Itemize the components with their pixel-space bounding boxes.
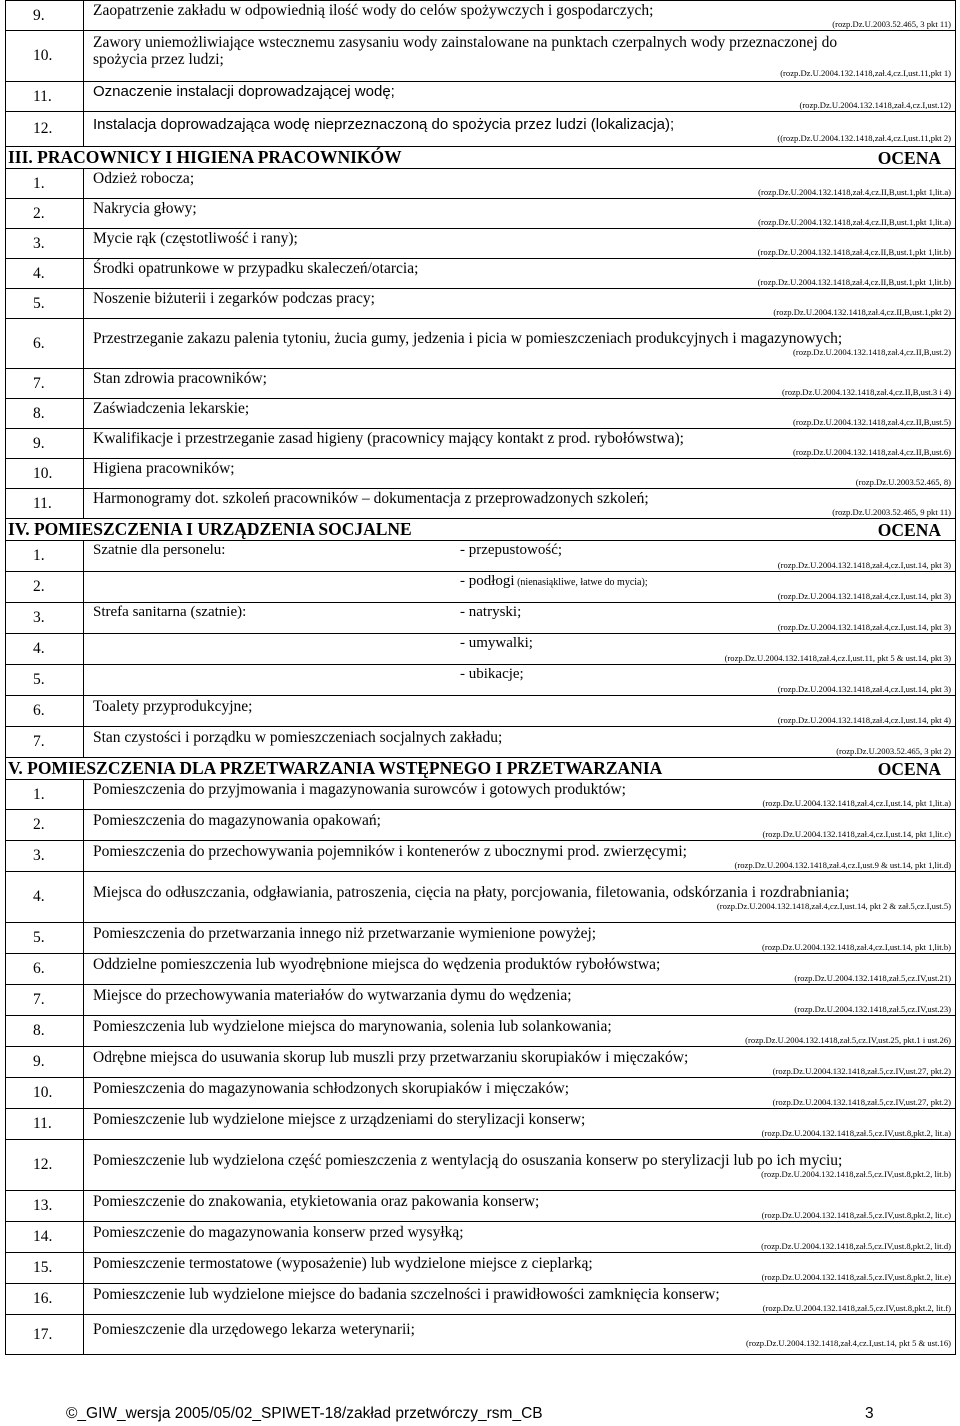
item-cell (84, 541, 956, 572)
item-cell (84, 841, 956, 872)
table-row (6, 665, 956, 696)
item-number: 8. (6, 399, 84, 429)
legal-reference: (rozp.Dz.U.2004.132.1418,zał.4,cz.I,ust.11,pkt 1) (780, 68, 951, 78)
item-number: 7. (6, 985, 84, 1016)
section-title: III. PRACOWNICY I HIGIENA PRACOWNIKÓW (8, 147, 402, 167)
facility-item (460, 541, 955, 560)
item-cell (84, 289, 956, 319)
item-text: Środki opatrunkowe w przypadku skaleczeń/otarcia; (93, 260, 419, 277)
item-number: 17. (6, 1315, 84, 1355)
facility-item-text: - ubikacje; (460, 666, 524, 682)
facility-label (84, 634, 460, 664)
checklist-table (5, 0, 956, 1355)
item-text: Zaopatrzenie zakładu w odpowiednią ilość wody do celów spożywczych i gospodarczych; (93, 2, 654, 19)
item-number: 5. (6, 923, 84, 954)
legal-reference: (rozp.Dz.U.2003.52.465, 3 pkt 2) (836, 745, 951, 756)
item-cell (84, 1253, 956, 1284)
item-cell (84, 229, 956, 259)
table-row (6, 1078, 956, 1109)
facility-item-text: - przepustowość; (460, 542, 563, 558)
legal-reference: (rozp.Dz.U.2004.132.1418,zał.4,cz.I,ust.14, pkt 3) (777, 684, 951, 694)
item-text: Stan zdrowia pracowników; (93, 370, 267, 387)
table-row (6, 429, 956, 459)
item-number: 7. (6, 369, 84, 399)
section-header-pracownicy (6, 147, 956, 169)
item-cell (84, 954, 956, 985)
item-number: 6. (6, 319, 84, 369)
legal-reference: (rozp.Dz.U.2004.132.1418,zał.4,cz.II,B,ust.3 i 4) (782, 387, 951, 397)
item-number: 1. (6, 541, 84, 572)
item-number: 3. (6, 603, 84, 634)
item-text: Kwalifikacje i przestrzeganie zasad higieny (pracownicy mający kontakt z prod. rybołówstwa); (93, 430, 684, 447)
item-text: Przestrzeganie zakazu palenia tytoniu, żucia gumy, jedzenia i picia w pomieszczeniach produkcyjnych i magazynowych; (93, 330, 843, 347)
item-text: Instalacja doprowadzająca wodę nieprzeznaczoną do spożycia przez ludzi (lokalizacja); (93, 115, 675, 133)
facility-label: Szatnie dla personelu: (93, 542, 226, 558)
legal-reference: (rozp.Dz.U.2004.132.1418,zał.4,cz.II,B,ust.2) (793, 347, 951, 357)
item-number: 4. (6, 872, 84, 923)
item-cell (84, 459, 956, 489)
item-text: Stan czystości i porządku w pomieszczeniach socjalnych zakładu; (93, 728, 503, 746)
legal-reference: (rozp.Dz.U.2004.132.1418,zał.4,cz.I,ust.14, pkt 5 & ust.16) (745, 1338, 951, 1348)
item-text: Pomieszczenia do magazynowania schłodzonych skorupiaków i mięczaków; (93, 1079, 570, 1097)
table-row (6, 229, 956, 259)
item-number: 3. (6, 841, 84, 872)
table-row (6, 572, 956, 603)
facility-item-text: - umywalki; (460, 635, 533, 651)
item-number: 1. (6, 169, 84, 199)
facility-item (460, 665, 955, 684)
item-number: 2. (6, 810, 84, 841)
item-text: Toalety przyprodukcyjne; (93, 697, 253, 715)
item-text: Pomieszczenie lub wydzielone miejsce z urządzeniami do sterylizacji konserw; (93, 1110, 586, 1128)
item-text: Pomieszczenia do magazynowania opakowań; (93, 811, 381, 829)
legal-reference: (rozp.Dz.U.2004.132.1418,zał.4,cz.I,ust.14, pkt 3) (777, 560, 951, 570)
legal-reference: (rozp.Dz.U.2004.132.1418,zał.5,cz.IV,ust.27, pkt.2) (772, 1096, 951, 1107)
legal-reference: (rozp.Dz.U.2004.132.1418,zał.4,cz.I,ust.14, pkt 3) (777, 622, 951, 632)
legal-reference: (rozp.Dz.U.2004.132.1418,zał.4,cz.I,ust.14, pkt 1,lit.c) (762, 828, 951, 839)
item-number: 11. (6, 489, 84, 519)
item-number: 9. (6, 429, 84, 459)
table-row (6, 696, 956, 727)
item-number: 7. (6, 727, 84, 758)
item-cell (84, 369, 956, 399)
table-row (6, 1284, 956, 1315)
item-cell (84, 1284, 956, 1315)
item-text: Miejsce do przechowywania materiałów do wytwarzania dymu do wędzenia; (93, 986, 572, 1004)
table-row (6, 872, 956, 923)
table-row (6, 841, 956, 872)
item-number: 16. (6, 1284, 84, 1315)
facility-item (460, 572, 955, 591)
item-text: Harmonogramy dot. szkoleń pracowników – dokumentacja z przeprowadzonych szkoleń; (93, 490, 649, 507)
facility-label (84, 572, 460, 602)
ocena-label: OCENA (877, 520, 941, 540)
legal-reference: (rozp.Dz.U.2004.132.1418,zał.5,cz.IV,ust.8,pkt.2, lit.f) (762, 1302, 951, 1313)
item-number: 2. (6, 199, 84, 229)
item-cell (84, 319, 956, 369)
item-number: 11. (6, 1109, 84, 1140)
table-row (6, 369, 956, 399)
item-text: Pomieszczenie do znakowania, etykietowania oraz pakowania konserw; (93, 1192, 540, 1210)
table-row (6, 319, 956, 369)
item-text: Pomieszczenia do przyjmowania i magazynowania surowców i gotowych produktów; (93, 781, 626, 798)
item-cell (84, 489, 956, 519)
item-text: Oddzielne pomieszczenia lub wyodrębnione miejsca do wędzenia produktów rybołówstwa; (93, 955, 661, 973)
table-row (6, 289, 956, 319)
item-cell (84, 1, 956, 31)
item-cell (84, 112, 956, 147)
legal-reference: (rozp.Dz.U.2004.132.1418,zał.4,cz.I,ust.9 & ust.14, pkt 1,lit.d) (734, 859, 951, 870)
table-row (6, 603, 956, 634)
item-text: Nakrycia głowy; (93, 200, 197, 217)
legal-reference: (rozp.Dz.U.2004.132.1418,zał.5,cz.IV,ust.27, pkt.2) (772, 1065, 951, 1076)
legal-reference: (rozp.Dz.U.2003.52.465, 3 pkt 11) (832, 19, 951, 29)
facility-item (460, 603, 955, 622)
item-text: Pomieszczenie lub wydzielone miejsce do badania szczelności i prawidłowości zamknięcia konserw; (93, 1285, 720, 1303)
table-row (6, 954, 956, 985)
item-number: 10. (6, 459, 84, 489)
item-number: 5. (6, 665, 84, 696)
item-cell (84, 1222, 956, 1253)
item-text: Oznaczenie instalacji doprowadzającej wodę; (93, 83, 395, 100)
item-cell (84, 1191, 956, 1222)
legal-reference: (rozp.Dz.U.2004.132.1418,zał.4,cz.I,ust.14, pkt 2 & zał.5,cz.I,ust.5) (716, 900, 951, 911)
legal-reference: (rozp.Dz.U.2004.132.1418,zał.4,cz.I,ust.14, pkt 1,lit.b) (761, 941, 951, 952)
item-text: Pomieszczenie termostatowe (wyposażenie) lub wydzielone miejsce z cieplarką; (93, 1254, 593, 1272)
facility-item-text: - natryski; (460, 604, 522, 620)
item-cell (84, 923, 956, 954)
legal-reference: (rozp.Dz.U.2004.132.1418,zał.4,cz.I,ust.12) (799, 100, 951, 110)
item-cell (84, 1109, 956, 1140)
table-row (6, 1253, 956, 1284)
item-number: 12. (6, 112, 84, 147)
facility-item-text: - podłogi (460, 573, 515, 589)
document-page (5, 0, 956, 1355)
item-cell (84, 727, 956, 758)
table-row (6, 112, 956, 147)
item-cell (84, 780, 956, 810)
item-number: 3. (6, 229, 84, 259)
item-cell (84, 696, 956, 727)
item-number: 4. (6, 634, 84, 665)
item-number: 9. (6, 1, 84, 31)
table-row (6, 727, 956, 758)
table-row (6, 634, 956, 665)
legal-reference: (rozp.Dz.U.2004.132.1418,zał.5,cz.IV,ust.21) (794, 972, 951, 983)
table-row (6, 1, 956, 31)
table-row (6, 1109, 956, 1140)
legal-reference: ((rozp.Dz.U.2004.132.1418,zał.4,cz.I,ust.11,pkt 2) (777, 132, 951, 143)
footer-text: ©_GIW_wersja 2005/05/02_SPIWET-18/zakład przetwórczy_rsm_CB (66, 1405, 543, 1422)
facility-label: Strefa sanitarna (szatnie): (93, 604, 247, 620)
item-number: 10. (6, 31, 84, 82)
table-row (6, 810, 956, 841)
table-row (6, 1140, 956, 1191)
item-text: Pomieszczenie lub wydzielona część pomieszczenia z wentylacją do osuszania konserw po sterylizacji lub po ich myciu; (93, 1151, 843, 1169)
table-row (6, 780, 956, 810)
item-cell (84, 259, 956, 289)
item-text: Zawory uniemożliwiające wstecznemu zasysaniu wody zainstalowane na punktach czerpalnych wody przeznaczonej do spożycia przez ludzi; (93, 34, 838, 68)
legal-reference: (rozp.Dz.U.2004.132.1418,zał.4,cz.I,ust.14, pkt 1,lit.a) (762, 798, 951, 808)
item-text: Mycie rąk (częstotliwość i rany); (93, 230, 298, 247)
item-text: Pomieszczenia lub wydzielone miejsca do marynowania, solenia lub solankowania; (93, 1017, 612, 1035)
legal-reference: (rozp.Dz.U.2004.132.1418,zał.5,cz.IV,ust.8,pkt.2, lit.e) (761, 1271, 951, 1282)
table-row (6, 169, 956, 199)
legal-reference: (rozp.Dz.U.2004.132.1418,zał.5,cz.IV,ust.8,pkt.2, lit.d) (761, 1240, 951, 1251)
item-cell (84, 985, 956, 1016)
table-row (6, 1047, 956, 1078)
item-cell (84, 872, 956, 923)
legal-reference: (rozp.Dz.U.2004.132.1418,zał.4,cz.I,ust.11, pkt 5 & ust.14, pkt 3) (724, 653, 951, 663)
table-row (6, 199, 956, 229)
table-row (6, 923, 956, 954)
item-cell (84, 634, 956, 665)
item-cell (84, 1315, 956, 1355)
facility-label (84, 665, 460, 695)
item-cell (84, 1047, 956, 1078)
item-cell (84, 665, 956, 696)
table-row (6, 459, 956, 489)
item-number: 11. (6, 82, 84, 112)
legal-reference: (rozp.Dz.U.2004.132.1418,zał.4,cz.II,B,ust.1,pkt 2) (773, 307, 951, 317)
item-number: 2. (6, 572, 84, 603)
legal-reference: (rozp.Dz.U.2004.132.1418,zał.5,cz.IV,ust.23) (794, 1003, 951, 1014)
table-row (6, 31, 956, 82)
table-row (6, 1191, 956, 1222)
facility-item-note: (nienasiąkliwe, łatwe do mycia); (514, 577, 648, 588)
item-text: Pomieszczenie do magazynowania konserw przed wysyłką; (93, 1223, 464, 1241)
table-row (6, 489, 956, 519)
item-cell (84, 169, 956, 199)
item-cell (84, 1016, 956, 1047)
item-number: 6. (6, 954, 84, 985)
item-cell (84, 810, 956, 841)
item-text: Odrębne miejsca do usuwania skorup lub muszli przy przetwarzaniu skorupiaków i mięczaków; (93, 1048, 689, 1066)
legal-reference: (rozp.Dz.U.2004.132.1418,zał.4,cz.I,ust.14, pkt 3) (777, 591, 951, 601)
legal-reference: (rozp.Dz.U.2004.132.1418,zał.5,cz.IV,ust.8,pkt.2, lit.b) (761, 1168, 951, 1179)
item-text: Pomieszczenia do przetwarzania innego niż przetwarzanie wymienione powyżej; (93, 924, 597, 942)
section-title: IV. POMIESZCZENIA I URZĄDZENIA SOCJALNE (8, 519, 412, 539)
item-text: Odzież robocza; (93, 170, 195, 187)
table-row (6, 259, 956, 289)
table-row (6, 541, 956, 572)
page-number: 3 (865, 1405, 874, 1422)
legal-reference: (rozp.Dz.U.2004.132.1418,zał.4,cz.II,B,ust.1,pkt 1,lit.a) (758, 187, 951, 197)
legal-reference: (rozp.Dz.U.2003.52.465, 9 pkt 11) (832, 507, 951, 517)
legal-reference: (rozp.Dz.U.2004.132.1418,zał.5,cz.IV,ust.25, pkt.1 i ust.26) (745, 1034, 951, 1045)
legal-reference: (rozp.Dz.U.2004.132.1418,zał.4,cz.II,B,ust.1,pkt 1,lit.b) (757, 247, 951, 257)
item-cell (84, 603, 956, 634)
item-text: Noszenie biżuterii i zegarków podczas pracy; (93, 290, 375, 307)
item-text: Zaświadczenia lekarskie; (93, 400, 250, 417)
section-header-pomieszczenia-socjalne (6, 519, 956, 541)
ocena-label: OCENA (877, 759, 941, 779)
item-number: 14. (6, 1222, 84, 1253)
item-cell (84, 199, 956, 229)
legal-reference: (rozp.Dz.U.2004.132.1418,zał.4,cz.I,ust.14, pkt 4) (777, 714, 951, 725)
item-number: 10. (6, 1078, 84, 1109)
item-cell (84, 429, 956, 459)
table-row (6, 82, 956, 112)
section-header-przetwarzanie (6, 758, 956, 780)
item-number: 15. (6, 1253, 84, 1284)
legal-reference: (rozp.Dz.U.2004.132.1418,zał.5,cz.IV,ust.8,pkt.2, lit.a) (761, 1127, 951, 1138)
item-number: 8. (6, 1016, 84, 1047)
legal-reference: (rozp.Dz.U.2004.132.1418,zał.4,cz.II,B,ust.6) (793, 447, 951, 457)
item-number: 6. (6, 696, 84, 727)
item-cell (84, 31, 956, 82)
item-number: 9. (6, 1047, 84, 1078)
table-row (6, 985, 956, 1016)
item-cell (84, 1078, 956, 1109)
item-cell (84, 82, 956, 112)
item-number: 1. (6, 780, 84, 810)
item-cell (84, 399, 956, 429)
item-cell (84, 572, 956, 603)
table-row (6, 1222, 956, 1253)
legal-reference: (rozp.Dz.U.2003.52.465, 8) (855, 477, 951, 487)
legal-reference: (rozp.Dz.U.2004.132.1418,zał.4,cz.II,B,ust.5) (793, 417, 951, 427)
item-text: Higiena pracowników; (93, 460, 235, 477)
item-number: 4. (6, 259, 84, 289)
table-row (6, 399, 956, 429)
item-text: Pomieszczenie dla urzędowego lekarza weterynarii; (93, 1321, 415, 1338)
item-number: 12. (6, 1140, 84, 1191)
legal-reference: (rozp.Dz.U.2004.132.1418,zał.4,cz.II,B,ust.1,pkt 1,lit.b) (757, 277, 951, 287)
table-row (6, 1016, 956, 1047)
section-title: V. POMIESZCZENIA DLA PRZETWARZANIA WSTĘPNEGO I PRZETWARZANIA (8, 758, 663, 778)
legal-reference: (rozp.Dz.U.2004.132.1418,zał.5,cz.IV,ust.8,pkt.2, lit.c) (761, 1209, 951, 1220)
ocena-label: OCENA (877, 148, 941, 168)
item-text: Pomieszczenia do przechowywania pojemników i kontenerów z ubocznymi prod. zwierzęcymi; (93, 842, 687, 860)
legal-reference: (rozp.Dz.U.2004.132.1418,zał.4,cz.II,B,ust.1,pkt 1,lit.a) (758, 217, 951, 227)
item-cell (84, 1140, 956, 1191)
item-number: 13. (6, 1191, 84, 1222)
facility-item (460, 634, 955, 653)
table-row (6, 1315, 956, 1355)
item-number: 5. (6, 289, 84, 319)
item-text: Miejsca do odłuszczania, odgławiania, patroszenia, cięcia na płaty, porcjowania, filetowania, odskórzania i rozdrabniania; (93, 883, 850, 901)
